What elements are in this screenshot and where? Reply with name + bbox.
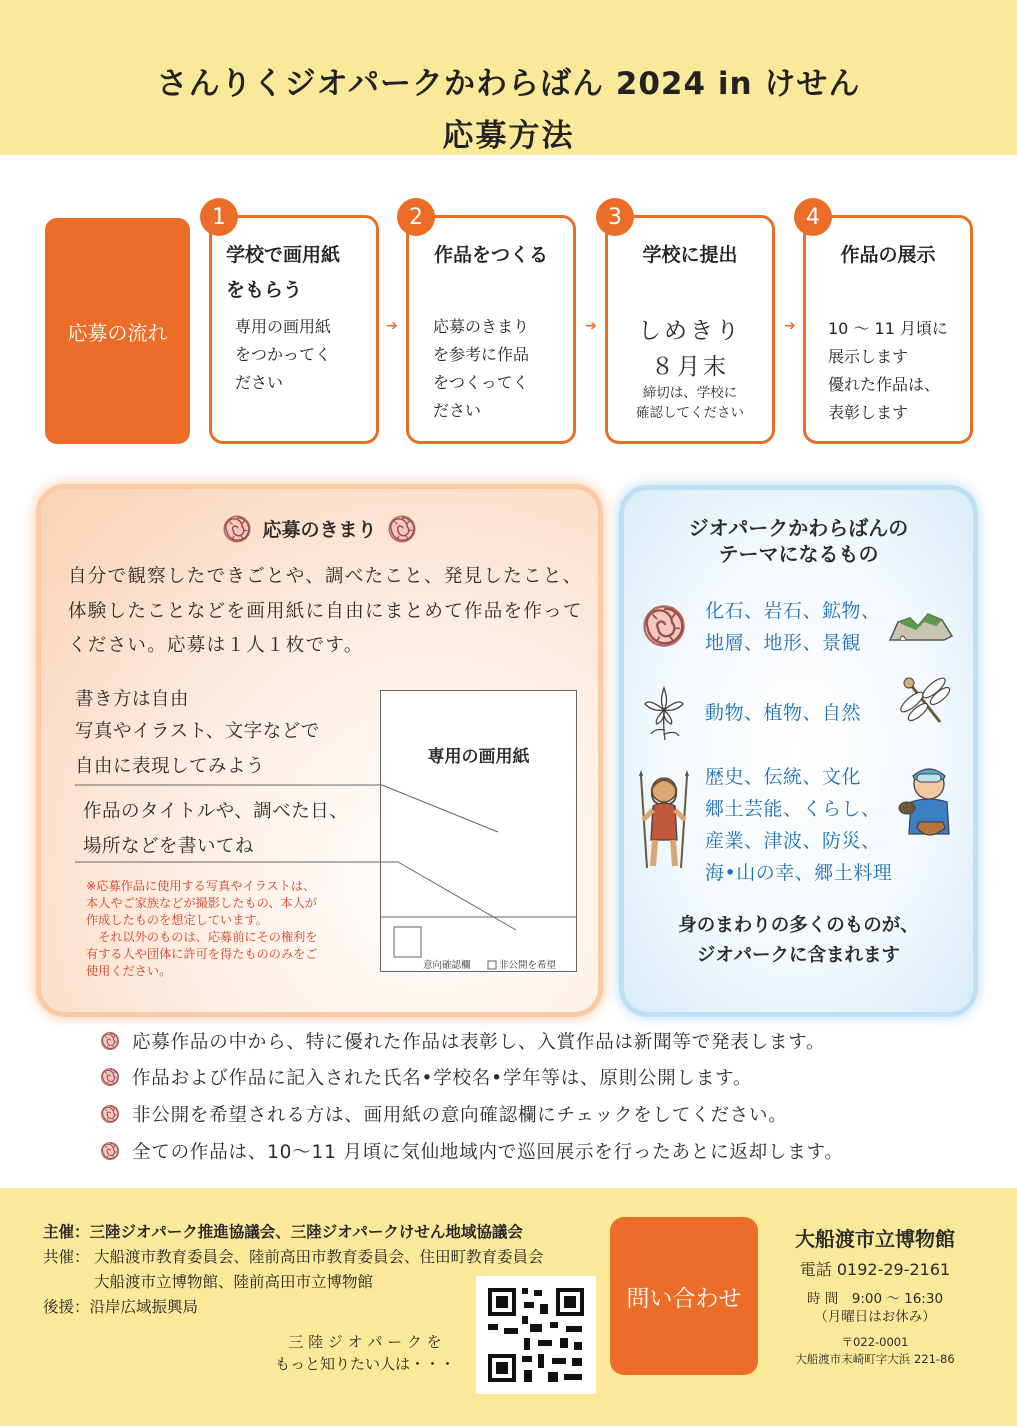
step-4-body: 10 ～ 11 月頃に 展示します 優れた作品は、 表彰します <box>828 319 948 422</box>
step-number-4: 4 <box>794 198 832 236</box>
rules-text: 自分で観察したできごとや、調べたこと、発見したこと、体験したことなどを画用紙に自由にまとめて作品を作ってください。応募は１人１枚です。 <box>68 566 583 656</box>
theme-group-culture: 歴史、伝統、文化 郷土芸能、くらし、 産業、津波、防災、 海•山の幸、郷土料理 <box>705 766 893 884</box>
rules-line: 自由に表現してみよう <box>75 756 266 777</box>
ammonite-icon <box>641 603 687 649</box>
step-number-2: 2 <box>397 198 435 236</box>
arrow-right-icon: ➔ <box>585 318 597 334</box>
page-subtitle: 応募方法 <box>442 118 575 154</box>
cohost-label: 共催： <box>43 1248 90 1266</box>
note-item: 応募作品の中から、特に優れた作品は表彰し、入賞作品は新聞等で発表します。 <box>100 1028 825 1054</box>
landscape-icon <box>888 606 954 646</box>
rules-note: ※応募作品に使用する写真やイラストは、 本人やご家族などが撮影したもの、本人が 作成したものを想定しています。 それ以外のものは、応募前にその権利を 有する人や団体に許可を得たもののみをご 使用ください。 <box>86 879 318 978</box>
ammonite-icon <box>100 1031 120 1051</box>
paper-label: 専用の画用紙 <box>427 747 530 767</box>
fisherman-icon <box>897 762 957 842</box>
phone: 電話 0192-29-2161 <box>799 1260 951 1279</box>
checkbox-label: 意向確認欄 <box>423 960 471 971</box>
caveman-icon <box>633 768 695 870</box>
qr-caption: 三 陸 ジ オ パ ー ク を もっと知りたい人は・・・ <box>274 1333 455 1373</box>
arrow-right-icon: ➔ <box>386 318 398 334</box>
cohost-line1: 大船渡市教育委員会、陸前高田市教育委員会、住田町教育委員会 <box>94 1248 544 1266</box>
rules-line: 写真やイラスト、文字などで <box>75 721 320 742</box>
arrow-right-icon: ➔ <box>784 318 796 334</box>
rules-heading: 応募のきまり <box>41 514 598 544</box>
lily-icon <box>641 684 687 742</box>
cohost-line2: 大船渡市立博物館、陸前高田市立博物館 <box>94 1273 374 1291</box>
postal-code: 〒022-0001 <box>841 1335 909 1349</box>
step-1-title-line2: をもらう <box>226 279 303 301</box>
ammonite-icon <box>100 1067 120 1087</box>
page-title: さんりくジオパークかわらばん 2024 in けせん <box>156 66 861 102</box>
address: 大船渡市末崎町字大浜 221-86 <box>795 1352 955 1366</box>
dragonfly-icon <box>896 674 954 732</box>
step-2-title: 作品をつくる <box>433 244 548 266</box>
hours: 時 間 9:00 ～ 16:30 <box>806 1291 944 1307</box>
note-item: 作品および作品に記入された氏名•学校名•学年等は、原則公開します。 <box>100 1064 752 1090</box>
flow-label: 応募の流れ <box>45 218 190 444</box>
host-line: 主催：三陸ジオパーク推進協議会、三陸ジオパークけせん地域協議会 <box>43 1223 523 1241</box>
step-3-body: 締切は、学校に 確認してください <box>636 385 744 421</box>
ammonite-icon <box>100 1104 120 1124</box>
private-label: 非公開を希望 <box>499 960 557 971</box>
themes-footer: 身のまわりの多くのものが、 ジオパークに含まれます <box>678 915 919 966</box>
themes-heading: ジオパークかわらばんの テーマになるもの <box>688 516 909 566</box>
rules-line: 書き方は自由 <box>75 689 190 710</box>
theme-group-geology: 化石、岩石、鉱物、 地層、地形、景観 <box>705 600 881 654</box>
support-line: 後援：沿岸広域振興局 <box>43 1298 199 1316</box>
qr-code[interactable] <box>476 1276 596 1394</box>
deadline-date: ８月末 <box>651 354 729 380</box>
note-item: 非公開を希望される方は、画用紙の意向確認欄にチェックをしてください。 <box>100 1101 788 1127</box>
step-3-title: 学校に提出 <box>642 244 738 266</box>
step-number-3: 3 <box>596 198 634 236</box>
deadline-label: しめきり <box>638 318 742 344</box>
rules-line: 作品のタイトルや、調べた日、 <box>83 801 349 822</box>
step-1-title-line1: 学校で画用紙 <box>226 244 341 266</box>
rules-line: 場所などを書いてね <box>83 836 255 857</box>
note-item: 全ての作品は、10～11 月頃に気仙地域内で巡回展示を行ったあとに返却します。 <box>100 1138 844 1164</box>
step-4-title: 作品の展示 <box>840 244 936 266</box>
step-1-body: 専用の画用紙 をつかってく ださい <box>235 317 332 392</box>
ammonite-icon <box>100 1141 120 1161</box>
closed-day: （月曜日はお休み） <box>814 1309 936 1325</box>
step-2-body: 応募のきまり を参考に作品 をつくってく ださい <box>433 317 530 420</box>
theme-group-nature: 動物、植物、自然 <box>705 702 862 724</box>
step-number-1: 1 <box>200 198 238 236</box>
inquiry-label: 問い合わせ <box>610 1217 758 1375</box>
museum-name: 大船渡市立博物館 <box>795 1227 955 1251</box>
